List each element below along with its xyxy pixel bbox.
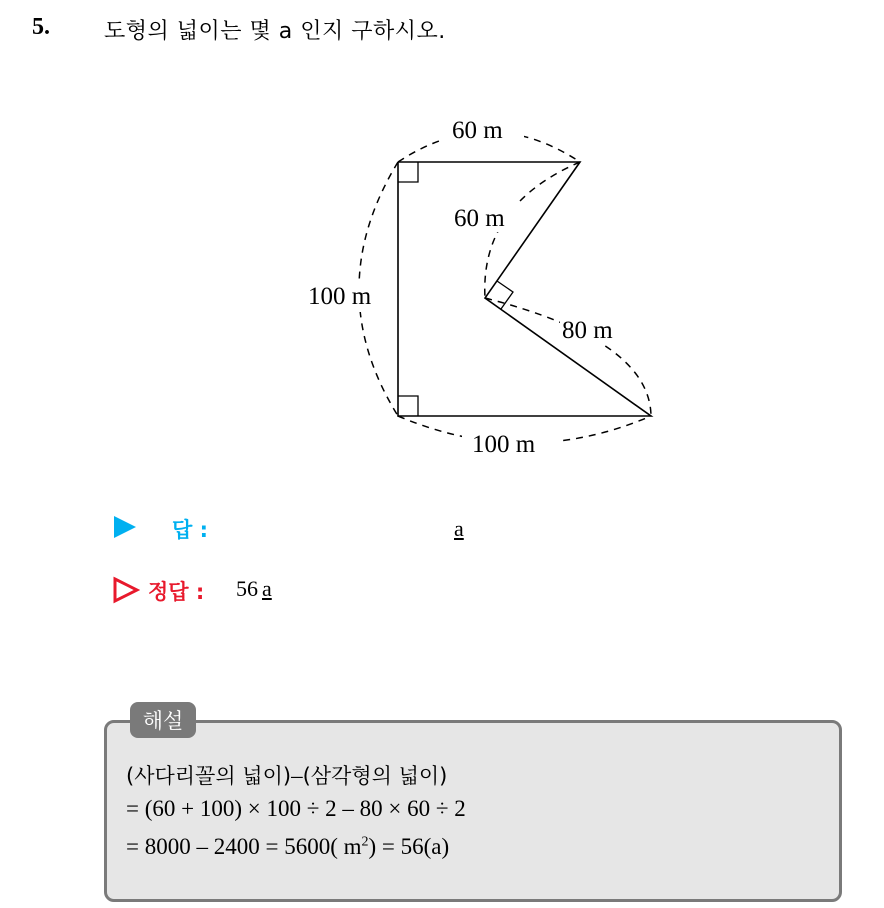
answer-label: 답 : <box>172 518 208 542</box>
question-number: 5. <box>32 14 50 40</box>
solution-line-3-start: = 8000 – 2400 = 5600( m <box>126 834 362 859</box>
label-top: 60 m <box>452 117 503 144</box>
solution-tab: 해설 <box>130 702 196 738</box>
question-text: 도형의 넓이는 몇 a 인지 구하시오. <box>104 19 446 44</box>
label-inner: 60 m <box>454 205 505 232</box>
solution-line-2: = (60 + 100) × 100 ÷ 2 – 80 × 60 ÷ 2 <box>126 796 466 821</box>
correct-unit: a <box>262 576 272 601</box>
answer-unit: a <box>454 516 464 541</box>
label-left: 100 m <box>308 283 372 310</box>
solution-line-3 <box>126 834 449 860</box>
solution-term-triangle: (삼각형의 넓이) <box>302 764 448 788</box>
correct-label: 정답 : <box>148 580 205 604</box>
solution-minus: – <box>291 763 303 788</box>
figure-outline <box>398 162 651 416</box>
label-bottom: 100 m <box>472 431 536 458</box>
solution-term-trapezoid: (사다리꼴의 넓이) <box>126 764 292 788</box>
solution-line-3-end: ) = 56(a) <box>368 834 450 859</box>
solution-exponent: 2 <box>361 834 369 850</box>
right-angle-top-left <box>398 162 418 182</box>
right-angle-bottom-left <box>398 396 418 416</box>
solution-line-1 <box>126 760 447 790</box>
filled-triangle-icon <box>112 514 138 540</box>
outline-triangle-icon <box>112 576 140 604</box>
correct-value: 56 <box>236 576 258 601</box>
label-right: 80 m <box>562 317 613 344</box>
